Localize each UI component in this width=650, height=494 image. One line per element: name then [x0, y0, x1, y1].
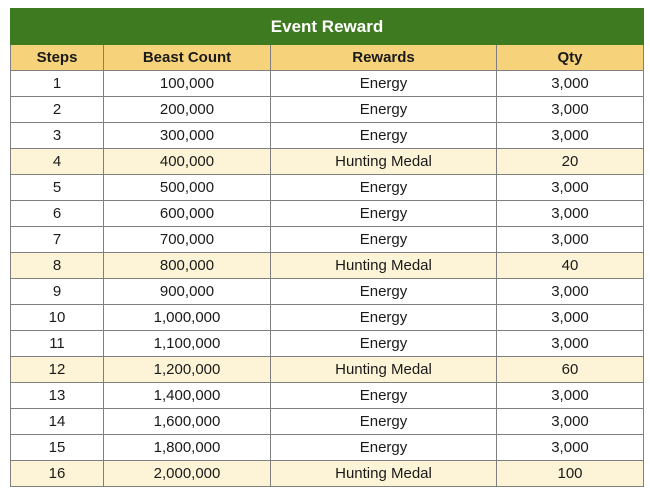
table-header-row: [11, 45, 644, 71]
table-row: [11, 175, 644, 201]
cell-beast-count: 1,000,000: [104, 305, 271, 331]
cell-qty: 60: [497, 357, 644, 383]
table-row: [11, 279, 644, 305]
cell-qty: 40: [497, 253, 644, 279]
cell-reward: Energy: [271, 71, 497, 97]
cell-step: 11: [11, 331, 104, 357]
cell-reward: Hunting Medal: [271, 461, 497, 487]
table-row: [11, 383, 644, 409]
cell-step: 8: [11, 253, 104, 279]
cell-reward: Energy: [271, 175, 497, 201]
cell-step: 2: [11, 97, 104, 123]
cell-beast-count: 200,000: [104, 97, 271, 123]
column-header-rewards: Rewards: [271, 45, 497, 71]
cell-step: 10: [11, 305, 104, 331]
cell-step: 7: [11, 227, 104, 253]
cell-qty: 3,000: [497, 435, 644, 461]
cell-reward: Energy: [271, 123, 497, 149]
cell-reward: Energy: [271, 97, 497, 123]
cell-beast-count: 400,000: [104, 149, 271, 175]
cell-qty: 100: [497, 461, 644, 487]
cell-reward: Energy: [271, 435, 497, 461]
cell-step: 16: [11, 461, 104, 487]
cell-beast-count: 500,000: [104, 175, 271, 201]
table-row: [11, 409, 644, 435]
cell-beast-count: 2,000,000: [104, 461, 271, 487]
column-header-steps: Steps: [11, 45, 104, 71]
cell-beast-count: 100,000: [104, 71, 271, 97]
table-row: [11, 71, 644, 97]
cell-qty: 3,000: [497, 227, 644, 253]
cell-beast-count: 700,000: [104, 227, 271, 253]
cell-step: 4: [11, 149, 104, 175]
cell-qty: 3,000: [497, 279, 644, 305]
cell-beast-count: 300,000: [104, 123, 271, 149]
cell-qty: 20: [497, 149, 644, 175]
cell-step: 13: [11, 383, 104, 409]
column-header-beast-count: Beast Count: [104, 45, 271, 71]
cell-qty: 3,000: [497, 175, 644, 201]
cell-qty: 3,000: [497, 201, 644, 227]
cell-step: 14: [11, 409, 104, 435]
table-row-medal: [11, 149, 644, 175]
table-row: [11, 227, 644, 253]
table-row-medal: [11, 461, 644, 487]
table-row: [11, 201, 644, 227]
cell-qty: 3,000: [497, 71, 644, 97]
cell-qty: 3,000: [497, 97, 644, 123]
table-title-row: [11, 9, 644, 45]
table-row-medal: [11, 357, 644, 383]
cell-step: 3: [11, 123, 104, 149]
cell-beast-count: 600,000: [104, 201, 271, 227]
cell-step: 6: [11, 201, 104, 227]
table-title: Event Reward: [11, 9, 644, 45]
event-reward-table-container: [10, 8, 643, 487]
table-row: [11, 305, 644, 331]
cell-step: 12: [11, 357, 104, 383]
cell-beast-count: 800,000: [104, 253, 271, 279]
cell-qty: 3,000: [497, 383, 644, 409]
cell-step: 9: [11, 279, 104, 305]
cell-reward: Hunting Medal: [271, 253, 497, 279]
cell-beast-count: 1,200,000: [104, 357, 271, 383]
cell-reward: Energy: [271, 279, 497, 305]
cell-qty: 3,000: [497, 409, 644, 435]
cell-beast-count: 1,800,000: [104, 435, 271, 461]
cell-reward: Energy: [271, 383, 497, 409]
cell-reward: Energy: [271, 201, 497, 227]
cell-step: 15: [11, 435, 104, 461]
cell-step: 5: [11, 175, 104, 201]
cell-reward: Energy: [271, 305, 497, 331]
column-header-qty: Qty: [497, 45, 644, 71]
cell-reward: Hunting Medal: [271, 357, 497, 383]
cell-reward: Energy: [271, 409, 497, 435]
table-row: [11, 123, 644, 149]
table-row-medal: [11, 253, 644, 279]
table-row: [11, 331, 644, 357]
cell-beast-count: 1,600,000: [104, 409, 271, 435]
table-row: [11, 97, 644, 123]
cell-reward: Hunting Medal: [271, 149, 497, 175]
cell-qty: 3,000: [497, 305, 644, 331]
cell-step: 1: [11, 71, 104, 97]
cell-beast-count: 1,100,000: [104, 331, 271, 357]
cell-reward: Energy: [271, 227, 497, 253]
cell-reward: Energy: [271, 331, 497, 357]
event-reward-table: [10, 8, 644, 487]
table-row: [11, 435, 644, 461]
cell-beast-count: 1,400,000: [104, 383, 271, 409]
cell-qty: 3,000: [497, 123, 644, 149]
cell-qty: 3,000: [497, 331, 644, 357]
cell-beast-count: 900,000: [104, 279, 271, 305]
